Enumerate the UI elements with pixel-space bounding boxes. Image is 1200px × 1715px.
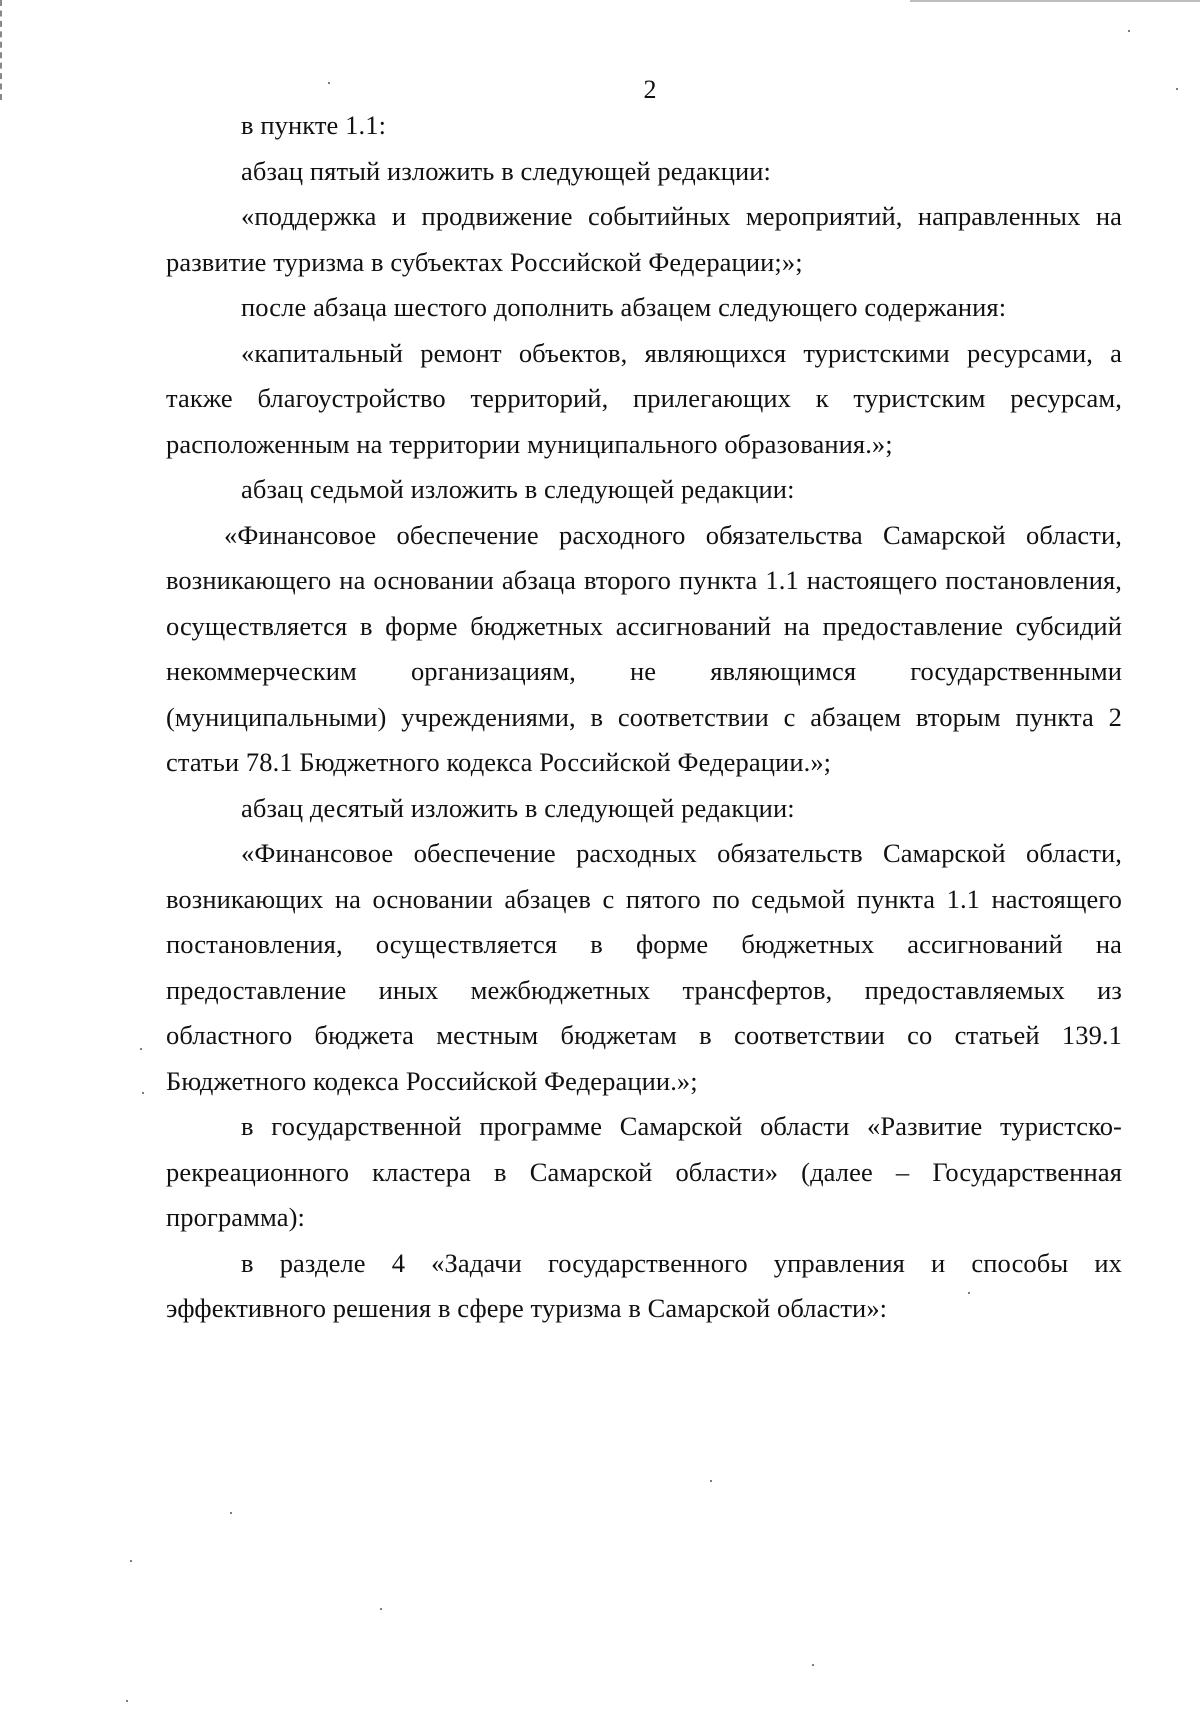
- scan-speck: [130, 1560, 132, 1562]
- paragraph-section-4: в разделе 4 «Задачи государственного управления и способы их эффективного решения в сфере туризма в Самарской области»:: [166, 1247, 1122, 1323]
- paragraph-state-program: в государственной программе Самарской области «Развитие туристско-рекреационного кластера в Самарской области» (далее – Государственная программа):: [166, 1111, 1122, 1232]
- scan-speck: [230, 1512, 232, 1514]
- scan-speck: [126, 1700, 128, 1702]
- paragraph-point-1-1: в пункте 1.1:: [241, 110, 387, 140]
- scan-speck: [140, 1048, 142, 1050]
- scan-speck: [710, 1480, 712, 1482]
- scan-line-artifact: [910, 0, 1200, 2]
- paragraph-instruction-fifth: абзац пятый изложить в следующей редакции:: [241, 155, 772, 186]
- scan-speck: [968, 1292, 970, 1294]
- scan-speck: [1128, 30, 1130, 32]
- scan-speck: [328, 82, 330, 84]
- scan-speck: [1176, 88, 1178, 90]
- paragraph-quote-seventh: «Финансовое обеспечение расходного обязательства Самарской области, возникающего на основании абзаца второго пункта 1.1 настоящего постановления, осуществляется в форме бюджетных ассигнований на предоставление субсидий некоммерческим организациям, не являющимся государственными (муниципальными) учреждениями, в соответствии с абзацем вторым пункта 2 статьи 78.1 Бюджетного кодекса Российской Федерации.»;: [166, 519, 1122, 777]
- paragraph-instruction-after-sixth: после абзаца шестого дополнить абзацем следующего содержания:: [241, 292, 1007, 322]
- scan-speck: [142, 1092, 144, 1094]
- document-body: [166, 103, 1122, 1332]
- page-number: 2: [643, 75, 657, 104]
- paragraph-instruction-tenth: абзац десятый изложить в следующей редакции:: [241, 792, 795, 823]
- paragraph-quote-capital-repair: «капитальный ремонт объектов, являющихся туристскими ресурсами, а также благоустройство территорий, прилегающих к туристским ресурсам, расположенным на территории муниципального образования.»;: [166, 337, 1122, 459]
- paragraph-quote-fifth: «поддержка и продвижение событийных мероприятий, направленных на развитие туризма в субъектах Российской Федерации;»;: [166, 201, 1122, 277]
- scan-speck: [380, 1608, 382, 1610]
- paragraph-quote-tenth: «Финансовое обеспечение расходных обязательств Самарской области, возникающих на основании абзацев с пятого по седьмой пункта 1.1 настоящего постановления, осуществляется в форме бюджетных ассигнований на предоставление иных межбюджетных трансфертов, предоставляемых из областного бюджета местным бюджетам в соответствии со статьей 139.1 Бюджетного кодекса Российской Федерации.»;: [166, 838, 1122, 1096]
- paragraph-instruction-seventh: абзац седьмой изложить в следующей редакции:: [241, 474, 795, 504]
- scan-speck: [812, 1664, 814, 1666]
